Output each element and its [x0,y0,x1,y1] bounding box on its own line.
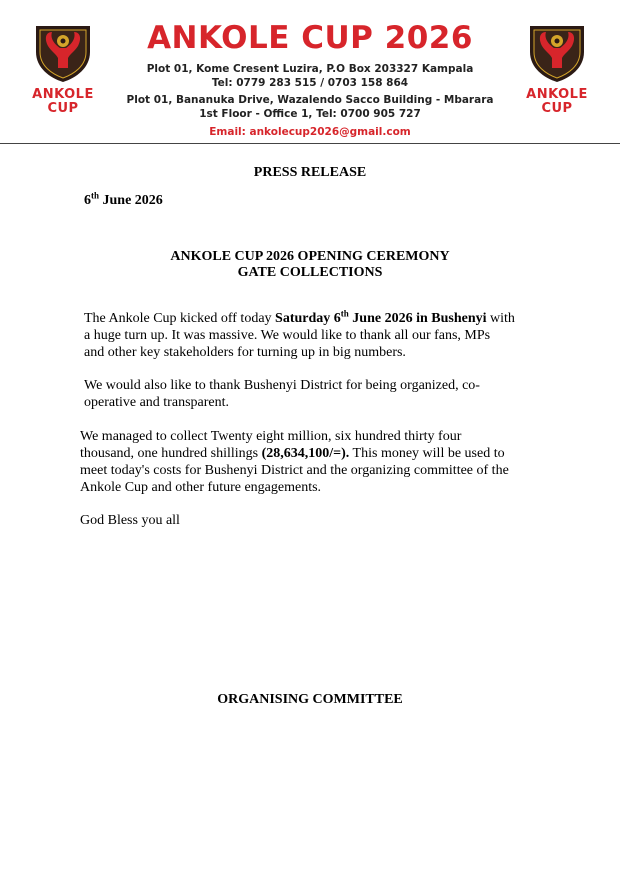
press-release-heading: PRESS RELEASE [253,165,367,180]
logo-text-cup: CUP [47,101,79,116]
letterhead-title: ANKOLE CUP 2026 [147,20,473,56]
paragraph-2-line-1: We would also like to thank Bushenyi District for being organized, co- [84,378,480,393]
email-line: Email: ankolecup2026@gmail.com [209,126,411,138]
signature-organising-committee: ORGANISING COMMITTEE [217,692,403,707]
paragraph-3-line-2: thousand, one hundred shillings (28,634,100/=). This money will be used to [80,446,505,461]
paragraph-3-line-3: meet today's costs for Bushenyi District and the organizing committee of the [80,463,509,478]
release-date: 6th June 2026 [84,190,163,208]
paragraph-1-line-3: and other key stakeholders for turning up in big numbers. [84,345,406,360]
logo-text-ankole: ANKOLE [526,87,588,102]
subject-line-1: ANKOLE CUP 2026 OPENING CEREMONY [170,249,450,264]
subject-line-2: GATE COLLECTIONS [237,265,383,280]
logo-text-ankole: ANKOLE [32,87,94,102]
address-line-4: 1st Floor - Office 1, Tel: 0700 905 727 [199,108,421,120]
paragraph-3-line-4: Ankole Cup and other future engagements. [80,480,322,495]
paragraph-3-line-1: We managed to collect Twenty eight million, six hundred thirty four [80,429,462,444]
header-divider [0,143,620,144]
address-line-3: Plot 01, Bananuka Drive, Wazalendo Sacco Building - Mbarara [126,94,494,106]
logo-text-cup: CUP [541,101,573,116]
paragraph-2-line-2: operative and transparent. [84,395,229,410]
address-line-2: Tel: 0779 283 515 / 0703 158 864 [211,77,409,89]
address-line-1: Plot 01, Kome Cresent Luzira, P.O Box 203327 Kampala [146,63,474,75]
paragraph-1-line-2: a huge turn up. It was massive. We would like to thank all our fans, MPs [84,328,491,343]
closing-line: God Bless you all [80,513,180,528]
paragraph-1-line-1: The Ankole Cup kicked off today Saturday 6th June 2026 in Bushenyi with [84,308,515,326]
